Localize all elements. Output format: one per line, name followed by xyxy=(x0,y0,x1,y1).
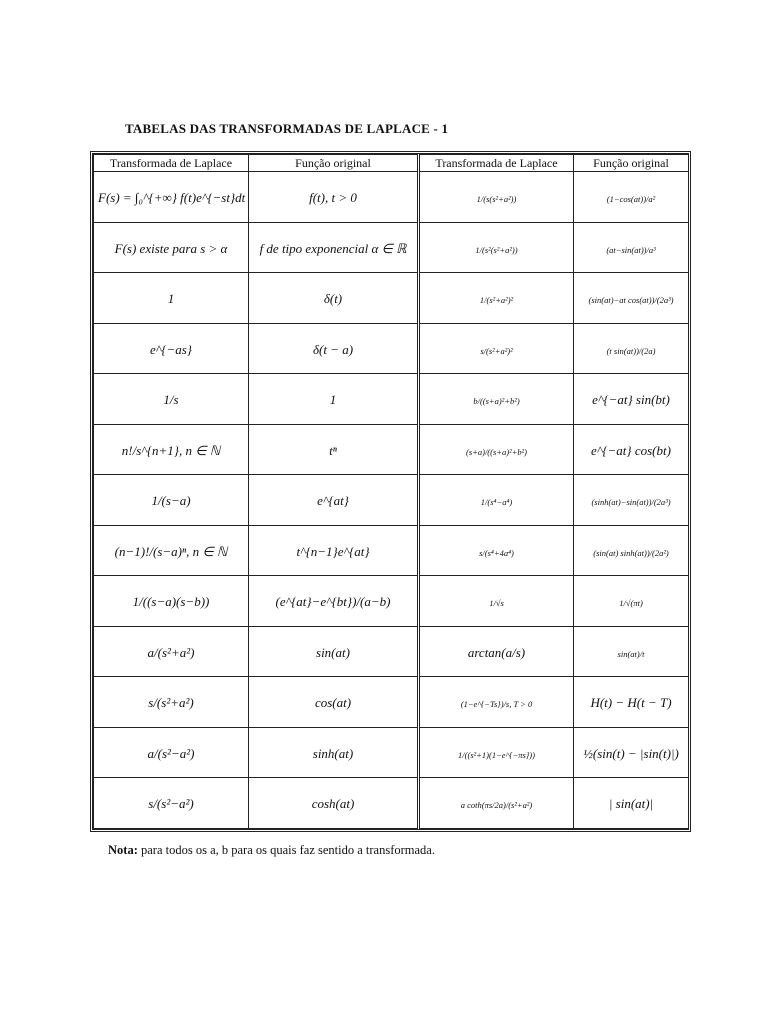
table-cell xyxy=(94,677,249,728)
cell-formula: (sin(at)−at cos(at))/(2a³) xyxy=(588,295,674,306)
cell-formula: 1/((s−a)(s−b)) xyxy=(132,594,210,610)
cell-formula: δ(t) xyxy=(323,291,343,307)
table-row xyxy=(94,475,689,526)
table-cell xyxy=(249,273,419,324)
table-cell xyxy=(574,525,689,576)
cell-formula: 1 xyxy=(329,392,337,408)
table-cell xyxy=(94,323,249,374)
table-cell xyxy=(249,475,419,526)
table-cell xyxy=(574,172,689,223)
table-cell xyxy=(419,374,574,425)
table-cell xyxy=(419,576,574,627)
header-transform-2: Transformada de Laplace xyxy=(419,155,574,172)
table-cell xyxy=(249,323,419,374)
table-row xyxy=(94,374,689,425)
table-cell xyxy=(419,626,574,677)
table-cell xyxy=(94,778,249,829)
table-cell xyxy=(249,374,419,425)
table-cell xyxy=(419,222,574,273)
table-cell xyxy=(419,475,574,526)
cell-formula: t^{n−1}e^{at} xyxy=(296,543,370,559)
table-cell xyxy=(249,424,419,475)
table-cell xyxy=(419,727,574,778)
table-row xyxy=(94,323,689,374)
table-row xyxy=(94,626,689,677)
table-cell xyxy=(574,475,689,526)
note-label: Nota: xyxy=(108,843,138,857)
page-title: TABELAS DAS TRANSFORMADAS DE LAPLACE - 1 xyxy=(125,121,449,136)
cell-formula: F(s) = ∫₀^{+∞} f(t)e^{−st}dt xyxy=(98,190,246,206)
cell-formula: 1/s xyxy=(163,392,179,408)
header-row xyxy=(94,155,689,172)
cell-formula: 1/(s⁴−a⁴) xyxy=(480,497,513,508)
table-row xyxy=(94,576,689,627)
cell-formula: a/(s²−a²) xyxy=(147,745,195,761)
cell-formula: (sin(at) sinh(at))/(2a²) xyxy=(593,547,669,558)
header-original-2: Função original xyxy=(574,155,689,172)
table-cell xyxy=(94,273,249,324)
cell-formula: cosh(at) xyxy=(311,796,355,812)
table-cell xyxy=(94,424,249,475)
table-cell xyxy=(574,323,689,374)
table-cell xyxy=(249,778,419,829)
table-row xyxy=(94,273,689,324)
cell-formula: s/(s⁴+4a⁴) xyxy=(479,547,514,558)
cell-formula: 1/(s²+a²)² xyxy=(479,295,514,306)
cell-formula: sin(at) xyxy=(316,644,350,660)
cell-formula: arctan(a/s) xyxy=(467,644,526,660)
cell-formula: 1/(s−a) xyxy=(151,493,191,509)
cell-formula: (n−1)!/(s−a)ⁿ, n ∈ ℕ xyxy=(114,543,228,559)
cell-formula: 1/√(πt) xyxy=(619,598,643,609)
cell-formula: (at−sin(at))/a³ xyxy=(606,244,656,255)
table-cell xyxy=(419,778,574,829)
table-cell xyxy=(249,525,419,576)
table-cell xyxy=(249,222,419,273)
table-cell xyxy=(249,727,419,778)
table-cell xyxy=(419,172,574,223)
table-cell xyxy=(94,172,249,223)
table-cell xyxy=(574,576,689,627)
table-cell xyxy=(574,222,689,273)
cell-formula: sinh(at) xyxy=(312,745,354,761)
table-cell xyxy=(94,525,249,576)
cell-formula: tⁿ xyxy=(329,442,337,458)
cell-formula: δ(t − a) xyxy=(312,341,354,357)
cell-formula: (t sin(at))/(2a) xyxy=(606,345,656,356)
table-cell xyxy=(249,626,419,677)
cell-formula: 1/((s²+1)(1−e^{−πs})) xyxy=(458,749,535,760)
table-cell xyxy=(419,323,574,374)
table-cell xyxy=(94,626,249,677)
cell-formula: a/(s²+a²) xyxy=(147,644,195,660)
cell-formula: 1/(s²(s²+a²)) xyxy=(475,244,518,255)
cell-formula: n!/s^{n+1}, n ∈ ℕ xyxy=(121,442,221,458)
cell-formula: (sinh(at)−sin(at))/(2a³) xyxy=(591,497,671,508)
table-row xyxy=(94,525,689,576)
table-row xyxy=(94,222,689,273)
cell-formula: (e^{at}−e^{bt})/(a−b) xyxy=(275,594,391,610)
cell-formula: ½(sin(t) − |sin(t)|) xyxy=(583,745,679,761)
cell-formula: 1/(s(s²+a²)) xyxy=(476,194,517,205)
table-row xyxy=(94,424,689,475)
table-cell xyxy=(94,222,249,273)
table-cell xyxy=(419,677,574,728)
header-transform-1: Transformada de Laplace xyxy=(94,155,249,172)
table-cell xyxy=(574,273,689,324)
table-row xyxy=(94,172,689,223)
note-text: para todos os a, b para os quais faz sentido a transformada. xyxy=(137,843,435,857)
cell-formula: H(t) − H(t − T) xyxy=(590,695,672,711)
cell-formula: cos(at) xyxy=(314,695,352,711)
cell-formula: a coth(πs/2a)/(s²+a²) xyxy=(460,800,533,811)
table-cell xyxy=(94,576,249,627)
table-cell xyxy=(574,424,689,475)
cell-formula: s/(s²+a²) xyxy=(148,695,194,711)
footnote xyxy=(108,843,435,858)
table-cell xyxy=(574,626,689,677)
table-cell xyxy=(574,778,689,829)
header-original-1: Função original xyxy=(249,155,419,172)
table-cell xyxy=(419,273,574,324)
cell-formula: e^{−as} xyxy=(150,341,192,357)
table-cell xyxy=(419,424,574,475)
table-cell xyxy=(94,374,249,425)
cell-formula: f(t), t > 0 xyxy=(309,190,357,206)
cell-formula: f de tipo exponencial α ∈ ℝ xyxy=(259,240,407,256)
cell-formula: e^{−at} cos(bt) xyxy=(591,442,671,458)
cell-formula: 1 xyxy=(167,291,175,307)
table-cell xyxy=(249,172,419,223)
cell-formula: e^{−at} sin(bt) xyxy=(592,392,670,408)
table-row xyxy=(94,677,689,728)
table-cell xyxy=(94,727,249,778)
cell-formula: e^{at} xyxy=(317,493,349,509)
cell-formula: | sin(at)| xyxy=(608,796,654,812)
cell-formula: 1/√s xyxy=(489,598,504,609)
table-row xyxy=(94,727,689,778)
table-cell xyxy=(419,525,574,576)
table-cell xyxy=(574,677,689,728)
cell-formula: sin(at)/t xyxy=(617,648,645,659)
table-cell xyxy=(94,475,249,526)
table-cell xyxy=(249,677,419,728)
table-cell xyxy=(574,727,689,778)
cell-formula: F(s) existe para s > α xyxy=(114,240,228,256)
table-cell xyxy=(574,374,689,425)
cell-formula: (s+a)/((s+a)²+b²) xyxy=(465,446,527,457)
cell-formula: s/(s²+a²)² xyxy=(480,345,513,356)
cell-formula: s/(s²−a²) xyxy=(148,796,194,812)
laplace-table-frame xyxy=(90,151,691,832)
table-cell xyxy=(249,576,419,627)
cell-formula: b/((s+a)²+b²) xyxy=(473,396,520,407)
cell-formula: (1−e^{−Ts})/s, T > 0 xyxy=(460,699,533,710)
table-row xyxy=(94,778,689,829)
laplace-table xyxy=(93,154,689,829)
cell-formula: (1−cos(at))/a² xyxy=(606,194,656,205)
